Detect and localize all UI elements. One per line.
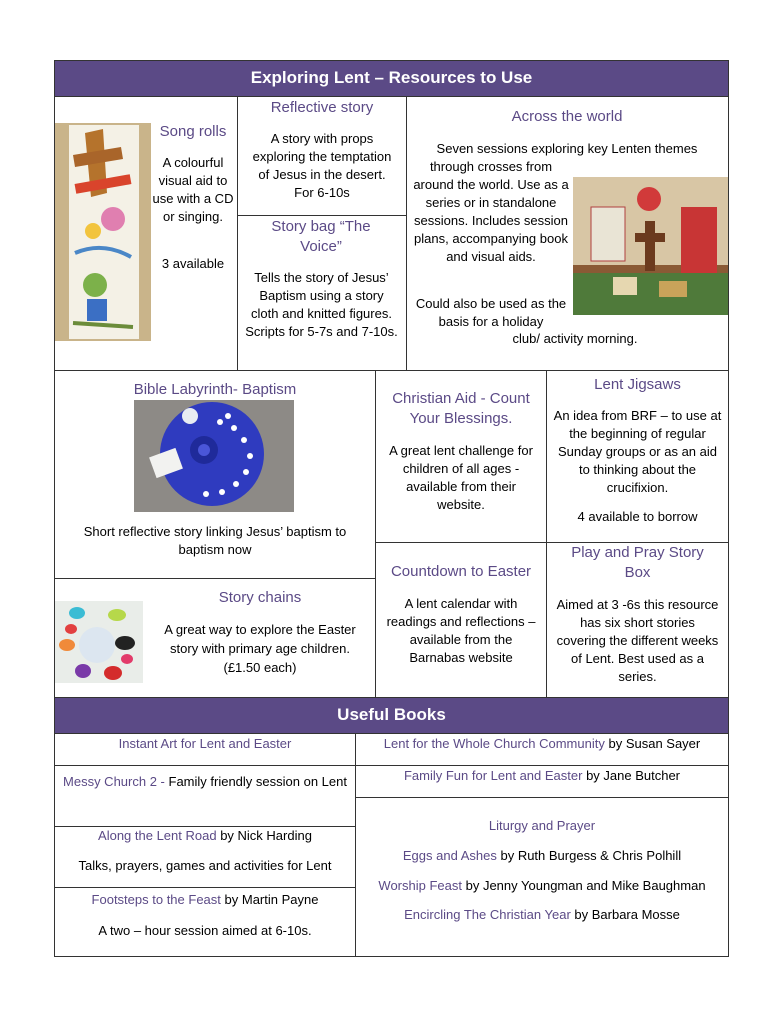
book-entry <box>58 735 352 753</box>
across-world-description: through crosses from around the world. Use as a series or in standalone sessions. Includes session plans, accompanying book and visual aids. <box>413 159 569 264</box>
book-title: Lent for the Whole Church Community <box>383 736 605 751</box>
book-note: Talks, prayers, games and activities for Lent <box>78 858 332 873</box>
crosses-display-photo <box>573 177 728 315</box>
play-pray-title: Play and Pray Story Box <box>571 544 704 581</box>
book-title: Eggs and Ashes <box>402 848 497 863</box>
book-author: by Ruth Burgess & Chris Polhill <box>496 848 682 863</box>
lent-jigsaws-description: An idea from BRF – to use at the beginning of regular Sunday groups or as an aid to thinking about the crucifixion. <box>553 408 722 495</box>
book-entry <box>357 877 727 895</box>
book-entry <box>58 891 352 909</box>
story-bag-title: Story bag “The Voice” <box>271 218 371 255</box>
christian-aid-title: Christian Aid - Count Your Blessings. <box>392 390 530 427</box>
reflective-story-description: A story with props exploring the temptation of Jesus in the desert. For 6-10s <box>252 131 392 200</box>
christian-aid-description: A great lent challenge for children of all ages - available from their website. <box>389 443 533 512</box>
book-entry <box>357 735 727 753</box>
countdown-title: Countdown to Easter <box>390 563 532 580</box>
book-title: Family Fun for Lent and Easter <box>403 768 583 783</box>
across-world-extra2: club/ activity morning. <box>512 331 638 346</box>
liturgy-heading: Liturgy and Prayer <box>488 818 596 833</box>
page-title: Exploring Lent – Resources to Use <box>250 68 533 87</box>
book-author: Family friendly session on Lent <box>164 774 347 789</box>
useful-books-title: Useful Books <box>337 705 446 724</box>
book-title: Encircling The Christian Year <box>404 907 571 922</box>
across-world-line1: Seven sessions exploring key Lenten themes <box>436 141 698 156</box>
book-entry <box>62 773 348 791</box>
book-author: by Susan Sayer <box>604 736 701 751</box>
book-title: Worship Feast <box>378 878 462 893</box>
book-author: by Jane Butcher <box>582 768 681 783</box>
song-rolls-title: Song rolls <box>159 123 227 140</box>
book-entry <box>357 767 727 785</box>
book-author: by Jenny Youngman and Mike Baughman <box>462 878 706 893</box>
bible-labyrinth-title: Bible Labyrinth- Baptism <box>133 381 297 398</box>
book-title: Along the Lent Road <box>98 828 217 843</box>
book-title: Messy Church 2 - <box>63 774 165 789</box>
song-rolls-description: A colourful visual aid to use with a CD or singing. <box>152 155 234 224</box>
book-author: by Barbara Mosse <box>570 907 680 922</box>
useful-books-banner <box>54 697 729 734</box>
countdown-description: A lent calendar with readings and reflections – available from the Barnabas website <box>386 596 536 665</box>
book-note: A two – hour session aimed at 6-10s. <box>98 923 312 938</box>
song-rolls-count: 3 available <box>161 256 225 271</box>
page-banner <box>54 60 729 97</box>
lent-jigsaws-title: Lent Jigsaws <box>594 376 681 393</box>
bible-labyrinth-description: Short reflective story linking Jesus’ baptism to baptism now <box>83 524 347 557</box>
across-world-title: Across the world <box>511 108 623 125</box>
story-bag-description: Tells the story of Jesus’ Baptism using a story cloth and knitted figures. Scripts for 5-7s and 7-10s. <box>245 270 398 339</box>
lent-jigsaws-count: 4 available to borrow <box>577 509 698 524</box>
story-chains-photo <box>55 601 143 683</box>
book-entry <box>58 827 352 845</box>
song-roll-image <box>55 123 151 341</box>
labyrinth-photo <box>134 400 294 512</box>
book-author: by Martin Payne <box>220 892 319 907</box>
reflective-story-title: Reflective story <box>270 99 374 116</box>
book-title: Instant Art for Lent and Easter <box>118 736 292 751</box>
book-entry <box>357 906 727 924</box>
story-chains-description: A great way to explore the Easter story with primary age children. (£1.50 each) <box>164 622 356 675</box>
story-chains-title: Story chains <box>218 589 302 606</box>
book-entry <box>357 847 727 865</box>
book-title: Footsteps to the Feast <box>91 892 221 907</box>
play-pray-description: Aimed at 3 -6s this resource has six short stories covering the different weeks of Lent. Best used as a series. <box>556 597 719 684</box>
book-author: by Nick Harding <box>216 828 312 843</box>
across-world-extra: Could also be used as the basis for a holiday <box>415 296 567 329</box>
